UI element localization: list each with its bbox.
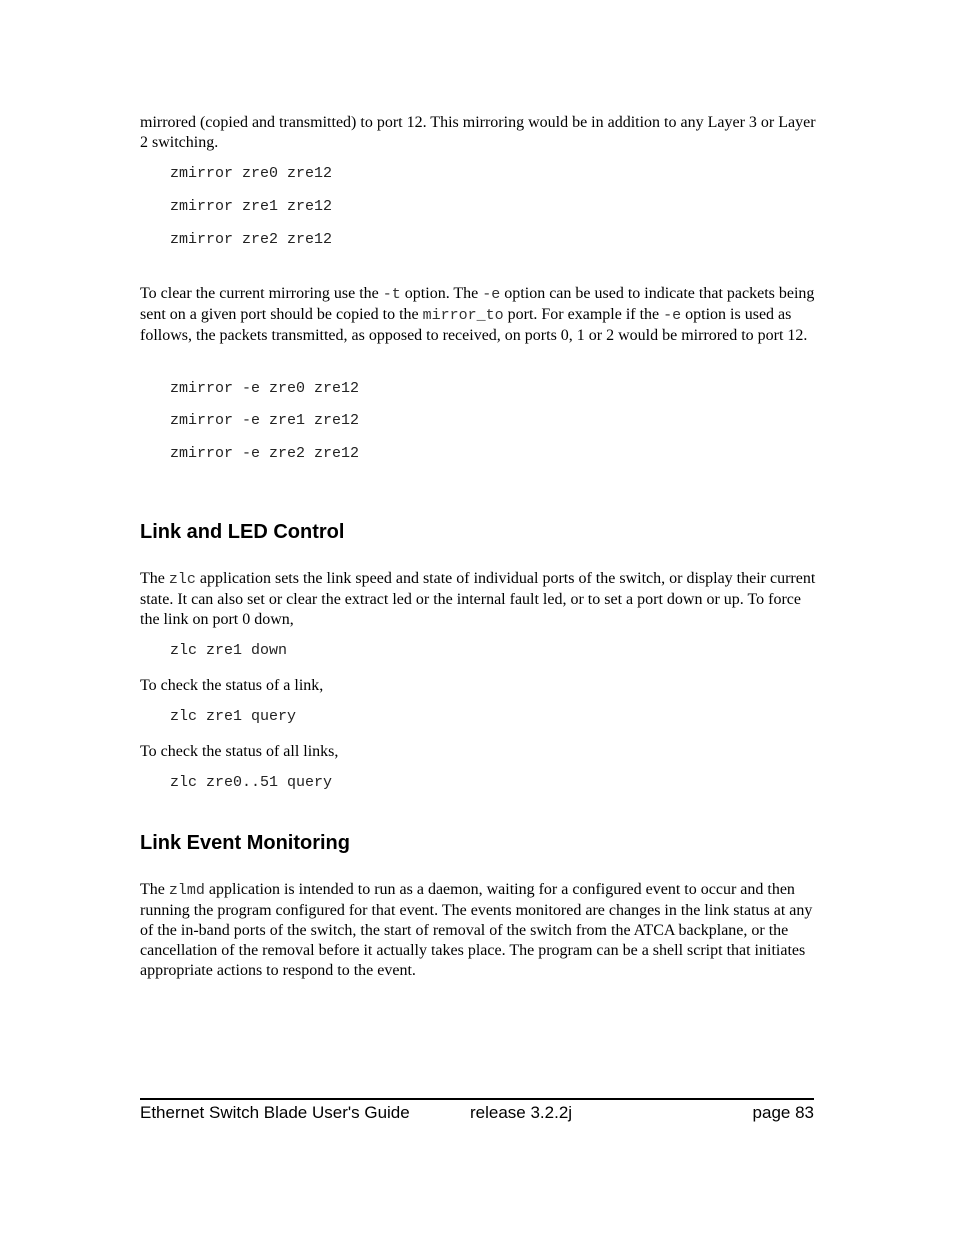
code-line: zmirror zre2 zre12 bbox=[170, 231, 333, 248]
footer-page-number: page 83 bbox=[752, 1103, 814, 1122]
code-line: zlc zre1 down bbox=[170, 642, 288, 659]
inline-code: mirror_to bbox=[422, 307, 504, 324]
inline-code: -e bbox=[663, 307, 682, 324]
inline-code: -t bbox=[382, 286, 401, 303]
text-run: port. For example if the bbox=[503, 306, 664, 323]
section-heading-link-led: Link and LED Control bbox=[140, 521, 345, 543]
check-all-links-text: To check the status of all links, bbox=[140, 743, 339, 760]
footer-title: Ethernet Switch Blade User's Guide bbox=[140, 1103, 410, 1122]
inline-code: zlc bbox=[168, 571, 196, 588]
code-line: zmirror zre1 zre12 bbox=[170, 198, 333, 215]
inline-code: zlmd bbox=[168, 882, 205, 899]
code-line: zmirror -e zre0 zre12 bbox=[170, 380, 360, 397]
code-line: zmirror zre0 zre12 bbox=[170, 165, 333, 182]
text-run: The bbox=[140, 881, 169, 898]
zlc-paragraph bbox=[140, 569, 816, 630]
code-line: zlc zre1 query bbox=[170, 708, 297, 725]
text-run: The bbox=[140, 570, 169, 587]
text-run: application is intended to run as a daemon, waiting for a configured event to occur and then running the program configured for that event. The events monitored are changes in the link status at any of the in-band ports of the switch, the start of removal of the switch from the ATCA backplane, or the cancellation of the removal before it actually takes place. The program can be a shell script that initiates appropriate actions to respond to the event. bbox=[140, 881, 813, 979]
text-run: option. The bbox=[400, 285, 483, 302]
text-run: option can be used to indicate that packets being sent on a given port should be copied to the bbox=[140, 285, 815, 323]
footer-release: release 3.2.2j bbox=[470, 1103, 573, 1122]
text-run: To clear the current mirroring use the bbox=[140, 285, 383, 302]
page-footer bbox=[140, 1098, 814, 1122]
code-line: zmirror -e zre1 zre12 bbox=[170, 412, 360, 429]
clear-mirroring-paragraph bbox=[140, 284, 816, 346]
zlmd-paragraph bbox=[140, 880, 816, 981]
text-run: application sets the link speed and state of individual ports of the switch, or display their current state. It can also set or clear the extract led or the internal fault led, or to set a port down or up. To force the link on port 0 down, bbox=[140, 570, 816, 628]
inline-code: -e bbox=[482, 286, 501, 303]
code-line: zmirror -e zre2 zre12 bbox=[170, 445, 360, 462]
intro-paragraph: mirrored (copied and transmitted) to port 12. This mirroring would be in addition to any Layer 3 or Layer 2 switching. bbox=[140, 114, 816, 151]
text-run: option is used as follows, the packets transmitted, as opposed to received, on ports 0, 1 or 2 would be mirrored to port 12. bbox=[140, 306, 808, 344]
code-line: zlc zre0..51 query bbox=[170, 774, 333, 791]
section-heading-event-monitoring: Link Event Monitoring bbox=[140, 832, 350, 854]
check-link-text: To check the status of a link, bbox=[140, 677, 324, 694]
